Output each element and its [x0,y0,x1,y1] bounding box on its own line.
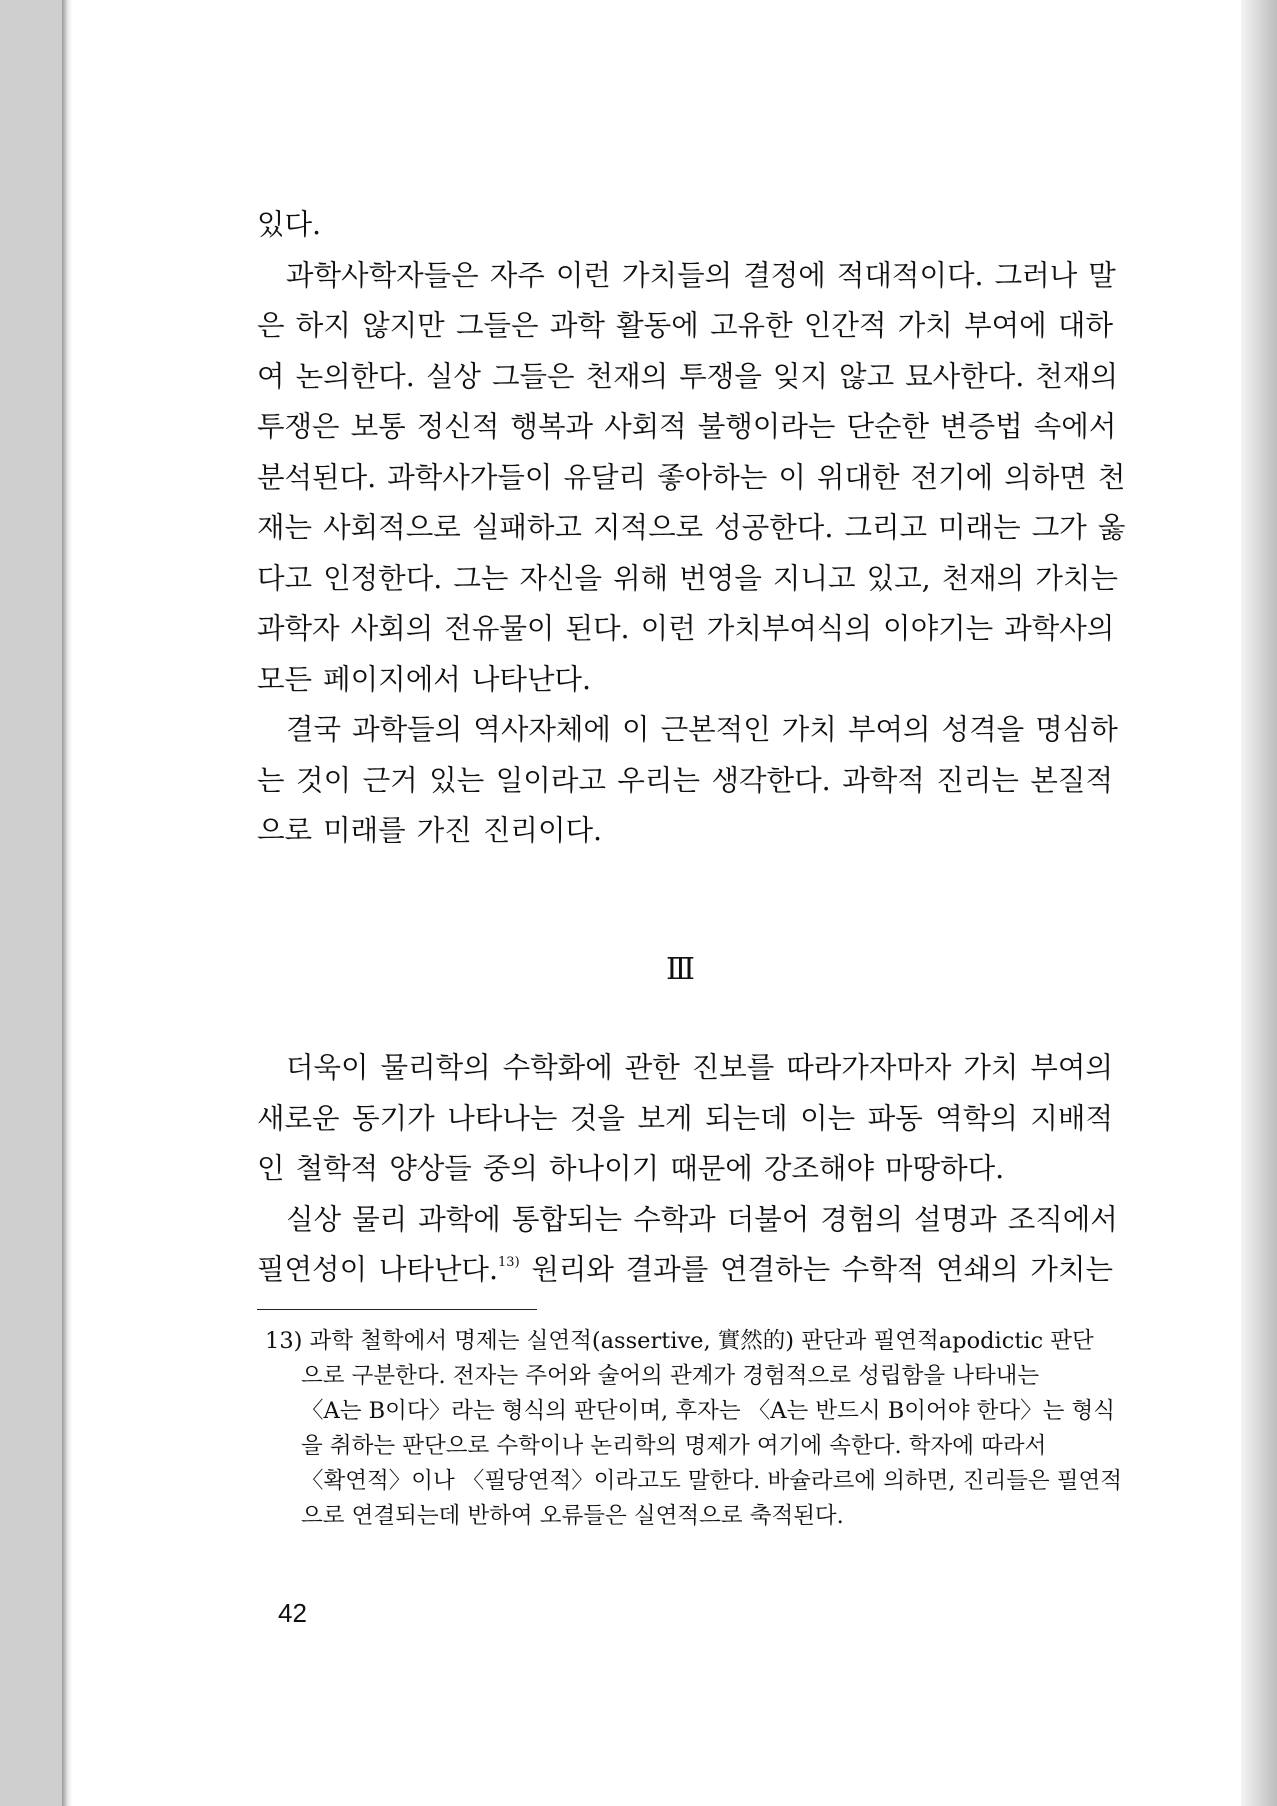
text-line: 새로운 동기가 나타나는 것을 보게 되는데 이는 파동 역학의 지배적 [257,1101,1113,1135]
text-line: 더욱이 물리학의 수학화에 관한 진보를 따라가자마자 가치 부여의 [286,1051,1113,1084]
text-fragment: 필연성이 나타난다. [257,1253,499,1286]
text-line: 실상 물리 과학에 통합되는 수학과 더불어 경험의 설명과 조직에서 [286,1202,1118,1236]
body-text-top [257,200,1126,857]
footnote-line: 으로 연결되는데 반하여 오류들은 실연적으로 축적된다. [301,1503,844,1529]
text-line: 분석된다. 과학사가들이 유달리 좋아하는 이 위대한 전기에 의하면 천 [257,460,1126,494]
text-line: 과학사학자들은 자주 이런 가치들의 결정에 적대적이다. 그러나 말 [286,258,1116,292]
page-edge-left [62,0,72,1806]
footnote-line: 〈A는 B이다〉라는 형식의 판단이며, 후자는 〈A는 반드시 B이어야 한다〉는 형식 [301,1398,1115,1424]
footnote-line: 으로 구분한다. 전자는 주어와 술어의 관계가 경험적으로 성립함을 나타내는 [301,1363,1040,1389]
page-number: 42 [278,1598,307,1628]
text-line: 는 것이 근거 있는 일이라고 우리는 생각한다. 과학적 진리는 본질적 [257,763,1113,797]
text-line: 은 하지 않지만 그들은 과학 활동에 고유한 인간적 가치 부여에 대하 [257,309,1113,342]
page-edge-right [1241,0,1277,1806]
text-line: 으로 미래를 가진 진리이다. [257,814,603,847]
text-line: 여 논의한다. 실상 그들은 천재의 투쟁을 잊지 않고 묘사한다. 천재의 [257,359,1118,393]
footnote-line: 을 취하는 판단으로 수학이나 논리학의 명제가 여기에 속한다. 학자에 따라서 [301,1433,1047,1459]
text-line: 과학자 사회의 전유물이 된다. 이런 가치부여식의 이야기는 과학사의 [257,612,1115,645]
section-heading: Ⅲ [666,953,694,986]
footnote-line: 13) 과학 철학에서 명제는 실연적(assertive, 實然的) 판단과 필연적apodictic 판단 [265,1328,1094,1354]
text-line: 다고 인정한다. 그는 자신을 위해 번영을 지니고 있고, 천재의 가치는 [257,561,1118,595]
footnote-divider [257,1309,537,1310]
text-line: 있다. [257,208,322,241]
footnote-line: 〈확연적〉이나 〈필당연적〉이라고도 말한다. 바슐라르에 의하면, 진리들은 필연적 [301,1468,1123,1494]
text-line: 투쟁은 보통 정신적 행복과 사회적 불행이라는 단순한 변증법 속에서 [257,410,1117,443]
text-line: 재는 사회적으로 실패하고 지적으로 성공한다. 그리고 미래는 그가 옳 [257,511,1126,544]
text-line-with-footnote [257,1245,1113,1296]
text-fragment: 원리와 결과를 연결하는 수학적 연쇄의 가치는 [531,1253,1114,1286]
footnote-reference[interactable]: 13) [498,1255,520,1270]
text-line: 모든 페이지에서 나타난다. [257,662,592,696]
text-line: 인 철학적 양상들 중의 하나이기 때문에 강조해야 마땅하다. [257,1152,1005,1185]
footnote-block [265,1324,1123,1534]
text-line: 결국 과학들의 역사자체에 이 근본적인 가치 부여의 성격을 명심하 [286,713,1118,746]
body-text-bottom [257,1043,1118,1296]
